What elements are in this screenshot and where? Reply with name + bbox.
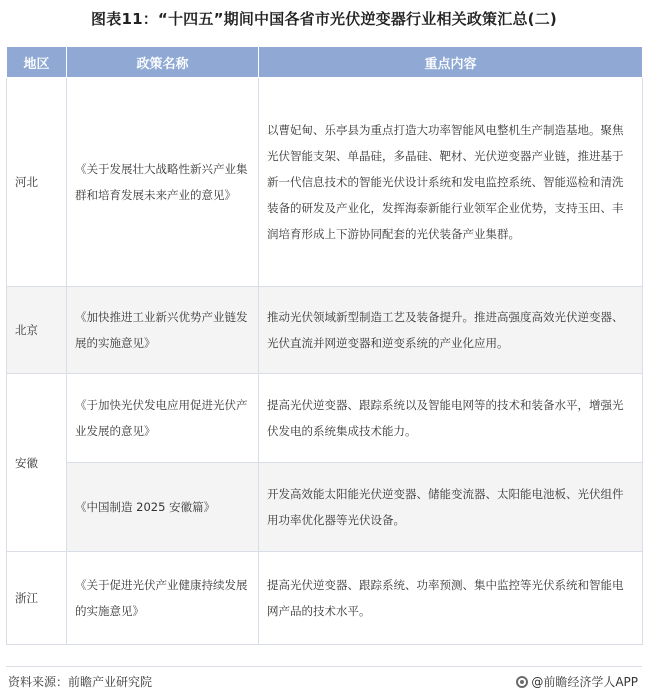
content-cell: 提高光伏逆变器、跟踪系统、功率预测、集中监控等光伏系统和智能电网产品的技术水平。 [259,552,643,645]
footer [6,666,642,691]
source-note: 资料来源：前瞻产业研究院 [8,675,153,689]
policy-name-cell: 《关于促进光伏产业健康持续发展的实施意见》 [67,552,259,645]
content-cell: 以曹妃甸、乐亭县为重点打造大功率智能风电整机生产制造基地。聚焦光伏智能支架、单晶硅，多晶硅、靶材、光伏逆变器产业链，推进基于新一代信息技术的智能光伏设计系统和发电监控系统、智能巡检和清洗装备的研发及产业化，发挥海泰新能行业领军企业优势，支持玉田、丰润培育形成上下游协同配套的光伏装备产业集群。 [259,78,643,287]
content-cell: 推动光伏领域新型制造工艺及装备提升。推进高强度高效光伏逆变器、光伏直流并网逆变器和逆变系统的产业化应用。 [259,287,643,374]
brand-attribution [516,673,638,690]
region-cell: 浙江 [7,552,67,645]
policy-name-cell: 《中国制造 2025 安徽篇》 [67,463,259,552]
policy-name-cell: 《于加快光伏发电应用促进光伏产业发展的意见》 [67,374,259,463]
brand-label: @前瞻经济学人APP [531,675,638,689]
table-row [7,78,643,287]
table-row [7,374,643,463]
qianzhan-logo-icon [516,676,528,688]
content-cell: 开发高效能太阳能光伏逆变器、储能变流器、太阳能电池板、光伏组件用功率优化器等光伏设备。 [259,463,643,552]
policy-table [6,46,643,645]
page-title: 图表11：“十四五”期间中国各省市光伏逆变器行业相关政策汇总(二) [91,10,557,28]
region-cell: 河北 [7,78,67,287]
policy-name-cell: 《关于发展壮大战略性新兴产业集群和培育发展未来产业的意见》 [67,78,259,287]
policy-name-cell: 《加快推进工业新兴优势产业链发展的实施意见》 [67,287,259,374]
region-cell: 北京 [7,287,67,374]
content-cell: 提高光伏逆变器、跟踪系统以及智能电网等的技术和装备水平，增强光伏发电的系统集成技术能力。 [259,374,643,463]
header-policy-name: 政策名称 [67,47,259,78]
table-row [7,463,643,552]
table-row [7,552,643,645]
header-key-content: 重点内容 [259,47,643,78]
table-row [7,287,643,374]
header-region: 地区 [7,47,67,78]
table-header-row [7,47,643,78]
region-cell: 安徽 [7,374,67,552]
